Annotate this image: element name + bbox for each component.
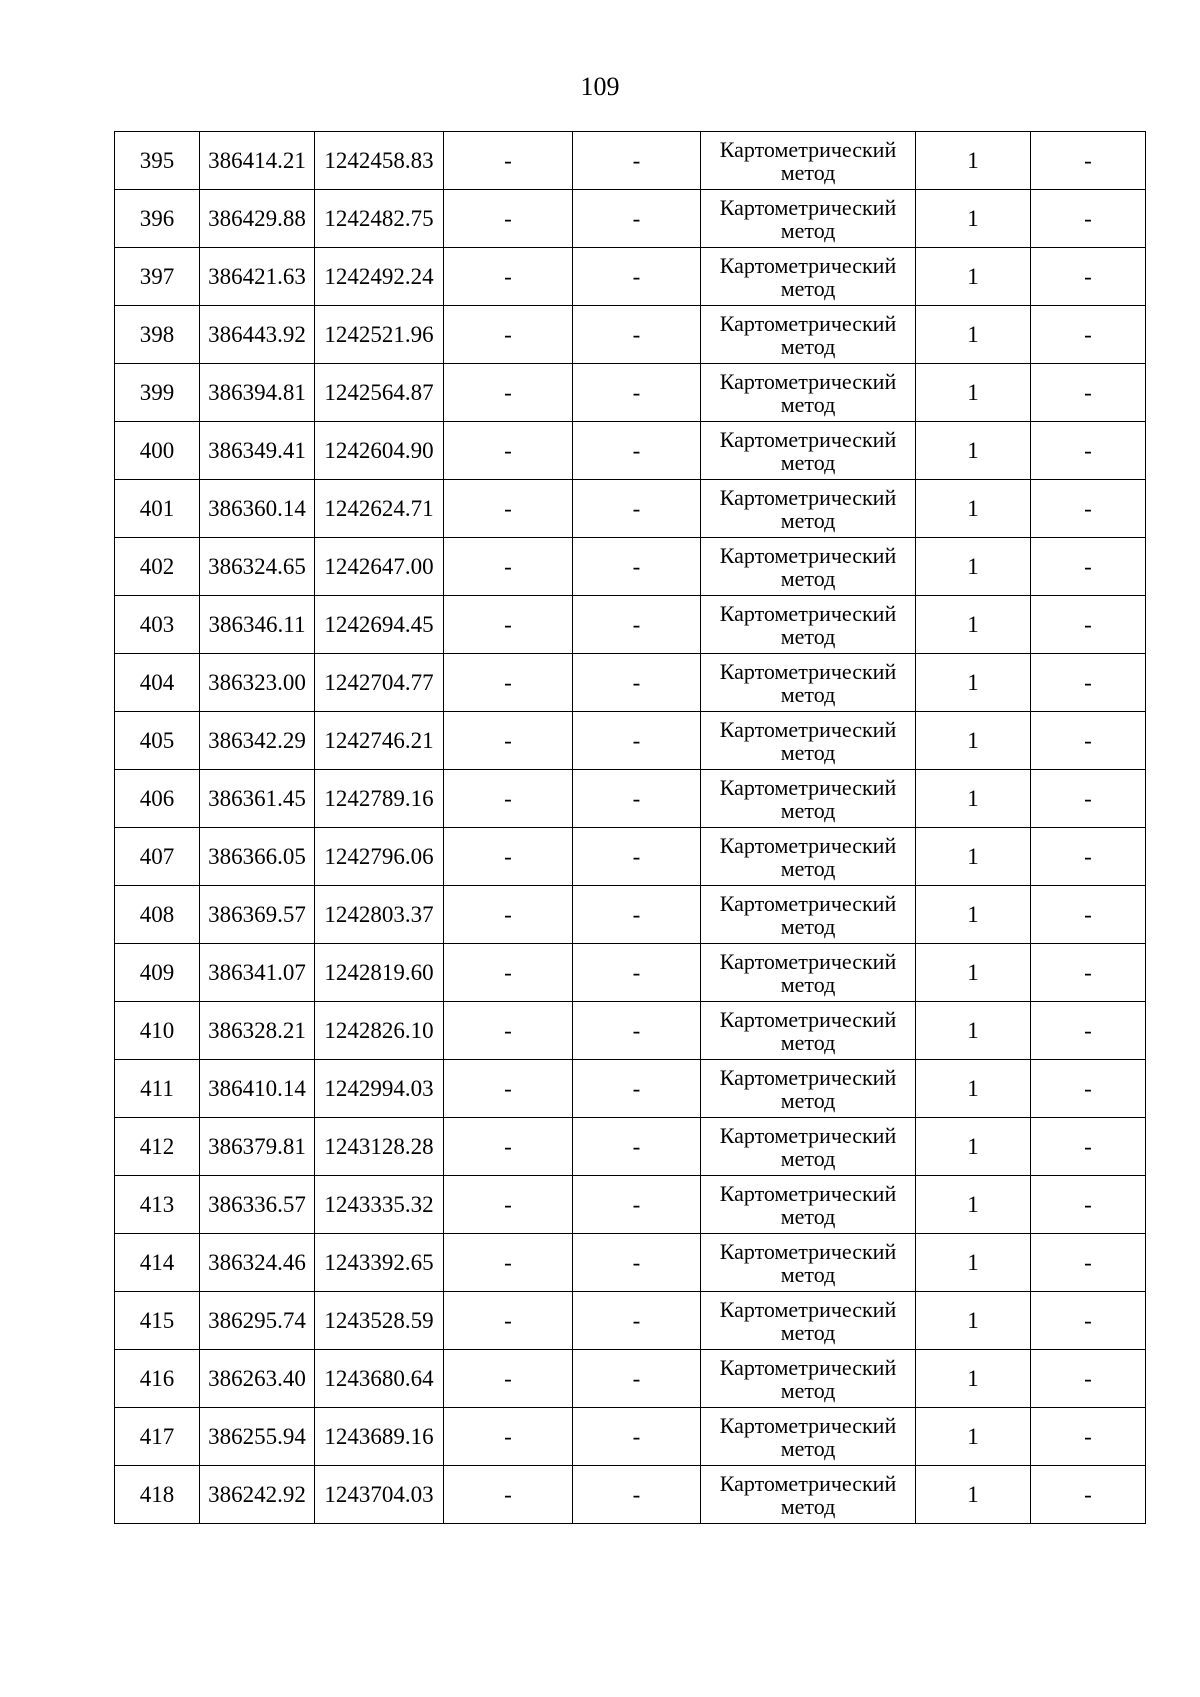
method-line-2: метод bbox=[780, 797, 836, 823]
method-cell bbox=[701, 770, 916, 828]
y-coordinate-cell: 1242604.90 bbox=[315, 422, 444, 480]
column-8-cell: - bbox=[1031, 770, 1146, 828]
y-coordinate-cell: 1242458.83 bbox=[315, 132, 444, 190]
y-coordinate-cell: 1242789.16 bbox=[315, 770, 444, 828]
column-8-cell: - bbox=[1031, 712, 1146, 770]
y-coordinate-cell: 1243704.03 bbox=[315, 1466, 444, 1524]
method-cell bbox=[701, 1002, 916, 1060]
table-row bbox=[115, 1176, 1146, 1234]
column-8-cell: - bbox=[1031, 422, 1146, 480]
method-line-2: метод bbox=[780, 1203, 836, 1229]
point-number-cell: 410 bbox=[115, 1002, 200, 1060]
method-line-1: Картометрический bbox=[719, 774, 897, 800]
column-5-cell: - bbox=[573, 364, 701, 422]
method-line-2: метод bbox=[780, 565, 836, 591]
method-line-1: Картометрический bbox=[719, 1122, 897, 1148]
method-line-2: метод bbox=[780, 1087, 836, 1113]
column-7-cell: 1 bbox=[916, 422, 1031, 480]
x-coordinate-cell: 386242.92 bbox=[200, 1466, 315, 1524]
method-line-1: Картометрический bbox=[719, 194, 897, 220]
table-row bbox=[115, 306, 1146, 364]
point-number-cell: 400 bbox=[115, 422, 200, 480]
x-coordinate-cell: 386369.57 bbox=[200, 886, 315, 944]
y-coordinate-cell: 1242564.87 bbox=[315, 364, 444, 422]
column-7-cell: 1 bbox=[916, 248, 1031, 306]
table-row bbox=[115, 132, 1146, 190]
y-coordinate-cell: 1242694.45 bbox=[315, 596, 444, 654]
column-4-cell: - bbox=[444, 886, 573, 944]
column-7-cell: 1 bbox=[916, 190, 1031, 248]
point-number-cell: 405 bbox=[115, 712, 200, 770]
y-coordinate-cell: 1242994.03 bbox=[315, 1060, 444, 1118]
method-cell bbox=[701, 1292, 916, 1350]
method-line-1: Картометрический bbox=[719, 136, 897, 162]
column-7-cell: 1 bbox=[916, 1002, 1031, 1060]
column-4-cell: - bbox=[444, 828, 573, 886]
column-8-cell: - bbox=[1031, 306, 1146, 364]
x-coordinate-cell: 386346.11 bbox=[200, 596, 315, 654]
method-line-1: Картометрический bbox=[719, 1354, 897, 1380]
column-8-cell: - bbox=[1031, 1350, 1146, 1408]
method-cell bbox=[701, 1060, 916, 1118]
method-line-1: Картометрический bbox=[719, 1006, 897, 1032]
column-4-cell: - bbox=[444, 770, 573, 828]
column-7-cell: 1 bbox=[916, 712, 1031, 770]
x-coordinate-cell: 386410.14 bbox=[200, 1060, 315, 1118]
column-8-cell: - bbox=[1031, 1002, 1146, 1060]
table-row bbox=[115, 654, 1146, 712]
column-7-cell: 1 bbox=[916, 828, 1031, 886]
coordinates-table bbox=[114, 131, 1146, 1524]
column-4-cell: - bbox=[444, 1118, 573, 1176]
table-body bbox=[115, 132, 1146, 1524]
x-coordinate-cell: 386421.63 bbox=[200, 248, 315, 306]
x-coordinate-cell: 386379.81 bbox=[200, 1118, 315, 1176]
column-7-cell: 1 bbox=[916, 944, 1031, 1002]
point-number-cell: 414 bbox=[115, 1234, 200, 1292]
method-line-2: метод bbox=[780, 217, 836, 243]
column-7-cell: 1 bbox=[916, 654, 1031, 712]
column-8-cell: - bbox=[1031, 1292, 1146, 1350]
method-line-1: Картометрический bbox=[719, 542, 897, 568]
method-cell bbox=[701, 248, 916, 306]
column-5-cell: - bbox=[573, 306, 701, 364]
y-coordinate-cell: 1242803.37 bbox=[315, 886, 444, 944]
column-8-cell: - bbox=[1031, 1118, 1146, 1176]
y-coordinate-cell: 1243689.16 bbox=[315, 1408, 444, 1466]
method-line-1: Картометрический bbox=[719, 426, 897, 452]
column-7-cell: 1 bbox=[916, 306, 1031, 364]
table-row bbox=[115, 1350, 1146, 1408]
table-row bbox=[115, 770, 1146, 828]
method-line-1: Картометрический bbox=[719, 310, 897, 336]
method-cell bbox=[701, 364, 916, 422]
method-line-2: метод bbox=[780, 391, 836, 417]
table-row bbox=[115, 422, 1146, 480]
table-row bbox=[115, 538, 1146, 596]
y-coordinate-cell: 1243528.59 bbox=[315, 1292, 444, 1350]
point-number-cell: 397 bbox=[115, 248, 200, 306]
column-8-cell: - bbox=[1031, 364, 1146, 422]
y-coordinate-cell: 1242796.06 bbox=[315, 828, 444, 886]
method-line-2: метод bbox=[780, 507, 836, 533]
column-7-cell: 1 bbox=[916, 596, 1031, 654]
column-5-cell: - bbox=[573, 944, 701, 1002]
column-4-cell: - bbox=[444, 712, 573, 770]
method-line-1: Картометрический bbox=[719, 368, 897, 394]
table-row bbox=[115, 596, 1146, 654]
column-7-cell: 1 bbox=[916, 538, 1031, 596]
method-cell bbox=[701, 886, 916, 944]
point-number-cell: 417 bbox=[115, 1408, 200, 1466]
point-number-cell: 415 bbox=[115, 1292, 200, 1350]
method-cell bbox=[701, 828, 916, 886]
method-line-1: Картометрический bbox=[719, 948, 897, 974]
x-coordinate-cell: 386342.29 bbox=[200, 712, 315, 770]
column-7-cell: 1 bbox=[916, 886, 1031, 944]
page-number: 109 bbox=[580, 72, 620, 101]
column-4-cell: - bbox=[444, 538, 573, 596]
table-row bbox=[115, 190, 1146, 248]
column-8-cell: - bbox=[1031, 886, 1146, 944]
column-8-cell: - bbox=[1031, 1060, 1146, 1118]
y-coordinate-cell: 1242521.96 bbox=[315, 306, 444, 364]
column-5-cell: - bbox=[573, 248, 701, 306]
table-row bbox=[115, 1408, 1146, 1466]
column-4-cell: - bbox=[444, 190, 573, 248]
method-cell bbox=[701, 422, 916, 480]
x-coordinate-cell: 386394.81 bbox=[200, 364, 315, 422]
method-line-1: Картометрический bbox=[719, 600, 897, 626]
method-line-2: метод bbox=[780, 739, 836, 765]
column-4-cell: - bbox=[444, 364, 573, 422]
point-number-cell: 396 bbox=[115, 190, 200, 248]
column-5-cell: - bbox=[573, 422, 701, 480]
y-coordinate-cell: 1243392.65 bbox=[315, 1234, 444, 1292]
method-line-1: Картометрический bbox=[719, 1238, 897, 1264]
column-7-cell: 1 bbox=[916, 480, 1031, 538]
method-line-1: Картометрический bbox=[719, 716, 897, 742]
column-8-cell: - bbox=[1031, 538, 1146, 596]
y-coordinate-cell: 1242647.00 bbox=[315, 538, 444, 596]
y-coordinate-cell: 1242746.21 bbox=[315, 712, 444, 770]
column-5-cell: - bbox=[573, 654, 701, 712]
method-cell bbox=[701, 596, 916, 654]
point-number-cell: 407 bbox=[115, 828, 200, 886]
point-number-cell: 412 bbox=[115, 1118, 200, 1176]
method-line-2: метод bbox=[780, 913, 836, 939]
column-8-cell: - bbox=[1031, 944, 1146, 1002]
column-4-cell: - bbox=[444, 596, 573, 654]
x-coordinate-cell: 386366.05 bbox=[200, 828, 315, 886]
method-line-2: метод bbox=[780, 1319, 836, 1345]
column-5-cell: - bbox=[573, 1408, 701, 1466]
column-4-cell: - bbox=[444, 248, 573, 306]
method-line-2: метод bbox=[780, 1145, 836, 1171]
table-row bbox=[115, 1002, 1146, 1060]
column-5-cell: - bbox=[573, 828, 701, 886]
method-line-1: Картометрический bbox=[719, 484, 897, 510]
x-coordinate-cell: 386323.00 bbox=[200, 654, 315, 712]
x-coordinate-cell: 386255.94 bbox=[200, 1408, 315, 1466]
point-number-cell: 408 bbox=[115, 886, 200, 944]
method-cell bbox=[701, 1466, 916, 1524]
x-coordinate-cell: 386341.07 bbox=[200, 944, 315, 1002]
method-line-1: Картометрический bbox=[719, 1470, 897, 1496]
column-4-cell: - bbox=[444, 422, 573, 480]
method-line-1: Картометрический bbox=[719, 1064, 897, 1090]
method-cell bbox=[701, 712, 916, 770]
column-5-cell: - bbox=[573, 480, 701, 538]
column-7-cell: 1 bbox=[916, 1408, 1031, 1466]
method-cell bbox=[701, 1118, 916, 1176]
method-line-2: метод bbox=[780, 1029, 836, 1055]
method-line-2: метод bbox=[780, 681, 836, 707]
column-4-cell: - bbox=[444, 1466, 573, 1524]
point-number-cell: 401 bbox=[115, 480, 200, 538]
column-5-cell: - bbox=[573, 132, 701, 190]
method-line-1: Картометрический bbox=[719, 832, 897, 858]
method-line-2: метод bbox=[780, 855, 836, 881]
table-row bbox=[115, 1466, 1146, 1524]
y-coordinate-cell: 1243680.64 bbox=[315, 1350, 444, 1408]
column-8-cell: - bbox=[1031, 480, 1146, 538]
x-coordinate-cell: 386263.40 bbox=[200, 1350, 315, 1408]
column-8-cell: - bbox=[1031, 1466, 1146, 1524]
column-8-cell: - bbox=[1031, 1408, 1146, 1466]
column-4-cell: - bbox=[444, 944, 573, 1002]
column-5-cell: - bbox=[573, 1350, 701, 1408]
method-line-1: Картометрический bbox=[719, 1296, 897, 1322]
table-row bbox=[115, 1118, 1146, 1176]
x-coordinate-cell: 386324.46 bbox=[200, 1234, 315, 1292]
column-5-cell: - bbox=[573, 1292, 701, 1350]
column-7-cell: 1 bbox=[916, 1234, 1031, 1292]
point-number-cell: 418 bbox=[115, 1466, 200, 1524]
point-number-cell: 411 bbox=[115, 1060, 200, 1118]
column-5-cell: - bbox=[573, 886, 701, 944]
table-row bbox=[115, 712, 1146, 770]
table-row bbox=[115, 364, 1146, 422]
method-line-2: метод bbox=[780, 159, 836, 185]
point-number-cell: 395 bbox=[115, 132, 200, 190]
x-coordinate-cell: 386443.92 bbox=[200, 306, 315, 364]
table-row bbox=[115, 1234, 1146, 1292]
method-cell bbox=[701, 132, 916, 190]
point-number-cell: 413 bbox=[115, 1176, 200, 1234]
point-number-cell: 399 bbox=[115, 364, 200, 422]
x-coordinate-cell: 386361.45 bbox=[200, 770, 315, 828]
table-row bbox=[115, 248, 1146, 306]
x-coordinate-cell: 386328.21 bbox=[200, 1002, 315, 1060]
point-number-cell: 403 bbox=[115, 596, 200, 654]
method-line-1: Картометрический bbox=[719, 1180, 897, 1206]
column-4-cell: - bbox=[444, 306, 573, 364]
column-7-cell: 1 bbox=[916, 1350, 1031, 1408]
method-line-2: метод bbox=[780, 1261, 836, 1287]
column-5-cell: - bbox=[573, 538, 701, 596]
method-cell bbox=[701, 1176, 916, 1234]
table-row bbox=[115, 944, 1146, 1002]
table-row bbox=[115, 480, 1146, 538]
column-5-cell: - bbox=[573, 1118, 701, 1176]
point-number-cell: 406 bbox=[115, 770, 200, 828]
column-8-cell: - bbox=[1031, 654, 1146, 712]
y-coordinate-cell: 1242704.77 bbox=[315, 654, 444, 712]
x-coordinate-cell: 386360.14 bbox=[200, 480, 315, 538]
x-coordinate-cell: 386324.65 bbox=[200, 538, 315, 596]
method-line-1: Картометрический bbox=[719, 658, 897, 684]
method-line-2: метод bbox=[780, 333, 836, 359]
y-coordinate-cell: 1243335.32 bbox=[315, 1176, 444, 1234]
table-row bbox=[115, 1292, 1146, 1350]
point-number-cell: 402 bbox=[115, 538, 200, 596]
column-8-cell: - bbox=[1031, 1176, 1146, 1234]
table-row bbox=[115, 828, 1146, 886]
point-number-cell: 409 bbox=[115, 944, 200, 1002]
method-cell bbox=[701, 480, 916, 538]
point-number-cell: 404 bbox=[115, 654, 200, 712]
method-line-1: Картометрический bbox=[719, 252, 897, 278]
y-coordinate-cell: 1243128.28 bbox=[315, 1118, 444, 1176]
column-4-cell: - bbox=[444, 1234, 573, 1292]
column-4-cell: - bbox=[444, 1060, 573, 1118]
method-cell bbox=[701, 538, 916, 596]
table-row bbox=[115, 1060, 1146, 1118]
column-4-cell: - bbox=[444, 480, 573, 538]
y-coordinate-cell: 1242492.24 bbox=[315, 248, 444, 306]
method-cell bbox=[701, 1234, 916, 1292]
column-8-cell: - bbox=[1031, 596, 1146, 654]
y-coordinate-cell: 1242826.10 bbox=[315, 1002, 444, 1060]
method-cell bbox=[701, 654, 916, 712]
column-8-cell: - bbox=[1031, 828, 1146, 886]
point-number-cell: 416 bbox=[115, 1350, 200, 1408]
column-7-cell: 1 bbox=[916, 364, 1031, 422]
x-coordinate-cell: 386336.57 bbox=[200, 1176, 315, 1234]
method-line-2: метод bbox=[780, 1435, 836, 1461]
column-5-cell: - bbox=[573, 712, 701, 770]
y-coordinate-cell: 1242819.60 bbox=[315, 944, 444, 1002]
method-line-2: метод bbox=[780, 275, 836, 301]
column-7-cell: 1 bbox=[916, 770, 1031, 828]
method-line-2: метод bbox=[780, 1377, 836, 1403]
method-cell bbox=[701, 190, 916, 248]
column-4-cell: - bbox=[444, 1176, 573, 1234]
column-5-cell: - bbox=[573, 770, 701, 828]
column-7-cell: 1 bbox=[916, 1118, 1031, 1176]
column-4-cell: - bbox=[444, 132, 573, 190]
column-4-cell: - bbox=[444, 1002, 573, 1060]
method-cell bbox=[701, 944, 916, 1002]
column-8-cell: - bbox=[1031, 190, 1146, 248]
column-5-cell: - bbox=[573, 1176, 701, 1234]
method-cell bbox=[701, 1350, 916, 1408]
column-4-cell: - bbox=[444, 1292, 573, 1350]
method-line-1: Картометрический bbox=[719, 890, 897, 916]
x-coordinate-cell: 386414.21 bbox=[200, 132, 315, 190]
column-4-cell: - bbox=[444, 654, 573, 712]
method-line-2: метод bbox=[780, 971, 836, 997]
column-5-cell: - bbox=[573, 1060, 701, 1118]
method-line-2: метод bbox=[780, 449, 836, 475]
column-7-cell: 1 bbox=[916, 1466, 1031, 1524]
table-row bbox=[115, 886, 1146, 944]
column-7-cell: 1 bbox=[916, 132, 1031, 190]
method-line-1: Картометрический bbox=[719, 1412, 897, 1438]
column-7-cell: 1 bbox=[916, 1176, 1031, 1234]
column-7-cell: 1 bbox=[916, 1292, 1031, 1350]
x-coordinate-cell: 386295.74 bbox=[200, 1292, 315, 1350]
method-line-2: метод bbox=[780, 623, 836, 649]
column-5-cell: - bbox=[573, 1466, 701, 1524]
column-5-cell: - bbox=[573, 596, 701, 654]
column-4-cell: - bbox=[444, 1350, 573, 1408]
method-cell bbox=[701, 306, 916, 364]
column-5-cell: - bbox=[573, 1002, 701, 1060]
y-coordinate-cell: 1242624.71 bbox=[315, 480, 444, 538]
column-4-cell: - bbox=[444, 1408, 573, 1466]
column-5-cell: - bbox=[573, 1234, 701, 1292]
x-coordinate-cell: 386429.88 bbox=[200, 190, 315, 248]
column-5-cell: - bbox=[573, 190, 701, 248]
column-8-cell: - bbox=[1031, 1234, 1146, 1292]
column-7-cell: 1 bbox=[916, 1060, 1031, 1118]
column-8-cell: - bbox=[1031, 248, 1146, 306]
x-coordinate-cell: 386349.41 bbox=[200, 422, 315, 480]
column-8-cell: - bbox=[1031, 132, 1146, 190]
method-line-2: метод bbox=[780, 1493, 836, 1519]
method-cell bbox=[701, 1408, 916, 1466]
y-coordinate-cell: 1242482.75 bbox=[315, 190, 444, 248]
point-number-cell: 398 bbox=[115, 306, 200, 364]
